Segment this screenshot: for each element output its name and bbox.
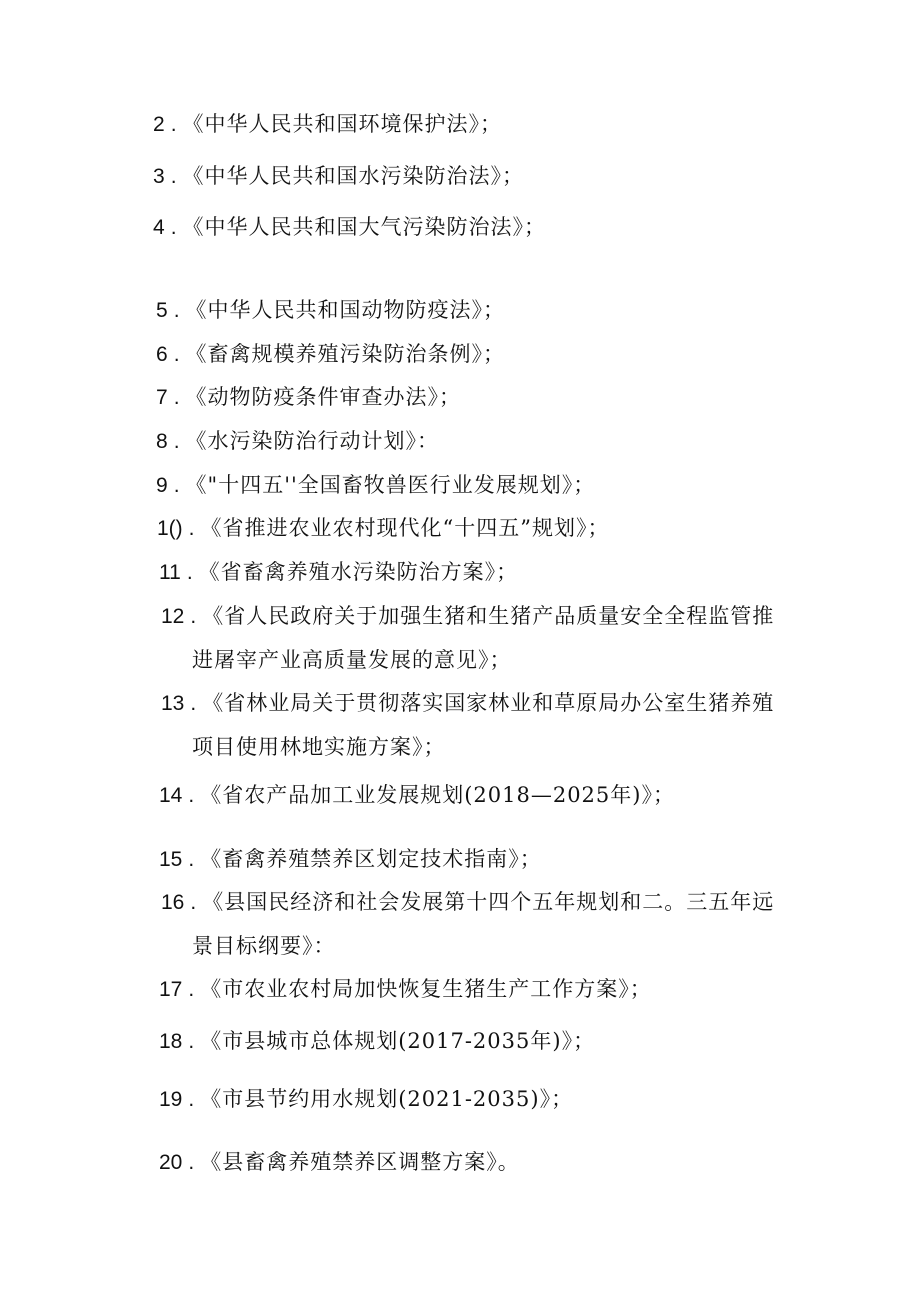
list-item-continuation (192, 733, 446, 761)
list-item-number: 4 (153, 216, 165, 239)
list-item-text: 《市县城市总体规划(2017-2035年)》； (200, 1029, 596, 1053)
list-item-number: 16 (161, 891, 185, 914)
list-item-separator: . (188, 1088, 195, 1111)
list-item-number: 18 (159, 1030, 183, 1053)
list-item-separator: . (170, 216, 177, 239)
list-item-line (156, 427, 439, 456)
list-item-number: 8 (156, 430, 168, 453)
list-item-text: 《市县节约用水规划(2021-2035)》； (200, 1087, 574, 1111)
list-item-number: 5 (156, 299, 168, 322)
list-item-line (159, 845, 542, 874)
list-item-number: 11 (159, 561, 181, 584)
list-item-number: 6 (156, 343, 168, 366)
list-item-separator: . (188, 978, 195, 1001)
list-item-separator: . (190, 692, 197, 715)
list-item-line (159, 1148, 520, 1177)
list-item-line (156, 383, 461, 412)
list-item-separator: . (190, 891, 197, 914)
list-item-number: 9 (156, 474, 168, 497)
list-item-text: 《"十四五''全国畜牧兽医行业发展规划》； (185, 473, 596, 497)
list-item-text: 《县国民经济和社会发展第十四个五年规划和二。三五年远 (202, 890, 775, 914)
list-item-line (159, 781, 675, 810)
list-item-continuation (192, 932, 336, 960)
list-item-number: 17 (159, 978, 183, 1001)
list-item-line (159, 975, 652, 1004)
list-item-separator: . (188, 517, 195, 540)
list-item-text: 《省林业局关于贯彻落实国家林业和草原局办公室生猪养殖 (202, 691, 775, 715)
list-item-text: 《市农业农村局加快恢复生猪生产工作方案》； (200, 977, 652, 1001)
list-item-separator: . (173, 474, 180, 497)
list-item-line (161, 689, 774, 718)
list-item-separator: . (170, 165, 177, 188)
list-item-line (159, 1085, 573, 1114)
list-item-separator: . (190, 605, 197, 628)
list-item-text: 《省农产品加工业发展规划(2018—2025年)》； (200, 783, 675, 807)
list-item-text: 《中华人民共和国水污染防治法》； (182, 164, 525, 188)
list-item-line (156, 471, 595, 500)
list-item-number: 1() (157, 517, 183, 540)
list-item-text: 《水污染防治行动计划》： (185, 429, 440, 453)
list-item-separator: . (188, 848, 195, 871)
list-item-text: 《县畜禽养殖禁养区调整方案》。 (200, 1150, 520, 1174)
list-item-number: 3 (153, 165, 165, 188)
list-item-line (156, 296, 505, 325)
list-item-separator: . (170, 113, 177, 136)
list-item-line (156, 340, 505, 369)
list-item-separator: . (188, 1030, 195, 1053)
list-item-separator: . (188, 1151, 195, 1174)
list-item-number: 13 (161, 692, 185, 715)
list-item-separator: . (188, 784, 195, 807)
list-item-line (159, 558, 518, 587)
list-item-text: 项目使用林地实施方案》； (192, 735, 446, 759)
list-item-number: 15 (159, 848, 183, 871)
list-item-line (161, 602, 774, 631)
list-item-text: 《省畜禽养殖水污染防治方案》； (198, 560, 519, 584)
list-item-text: 景目标纲要》： (192, 934, 336, 958)
list-item-text: 《畜禽养殖禁养区划定技术指南》； (200, 847, 542, 871)
list-item-text: 《中华人民共和国动物防疫法》； (185, 298, 506, 322)
list-item-line (153, 162, 524, 191)
list-item-separator: . (173, 343, 180, 366)
list-item-line (161, 888, 774, 917)
list-item-text: 《省人民政府关于加强生猪和生猪产品质量安全全程监管推 (202, 604, 775, 628)
list-item-number: 12 (161, 605, 185, 628)
list-item-text: 《中华人民共和国环境保护法》； (182, 112, 503, 136)
list-item-separator: . (173, 430, 180, 453)
list-item-separator: . (173, 299, 180, 322)
list-item-continuation (192, 646, 512, 674)
list-item-text: 进屠宰产业高质量发展的意见》； (192, 648, 512, 672)
list-item-line (157, 514, 610, 543)
list-item-separator: . (173, 386, 180, 409)
list-item-number: 2 (153, 113, 165, 136)
list-item-line (153, 213, 546, 242)
list-item-number: 14 (159, 784, 183, 807)
list-item-text: 《省推进农业农村现代化“十四五”规划》； (200, 516, 610, 540)
list-item-number: 20 (159, 1151, 183, 1174)
list-item-line (159, 1027, 595, 1056)
list-item-line (153, 110, 502, 139)
list-item-text: 《动物防疫条件审查办法》； (185, 385, 462, 409)
list-item-number: 7 (156, 386, 168, 409)
list-item-number: 19 (159, 1088, 183, 1111)
list-item-text: 《中华人民共和国大气污染防治法》； (182, 215, 547, 239)
list-item-text: 《畜禽规模养殖污染防治条例》； (185, 342, 506, 366)
list-item-separator: . (186, 561, 193, 584)
